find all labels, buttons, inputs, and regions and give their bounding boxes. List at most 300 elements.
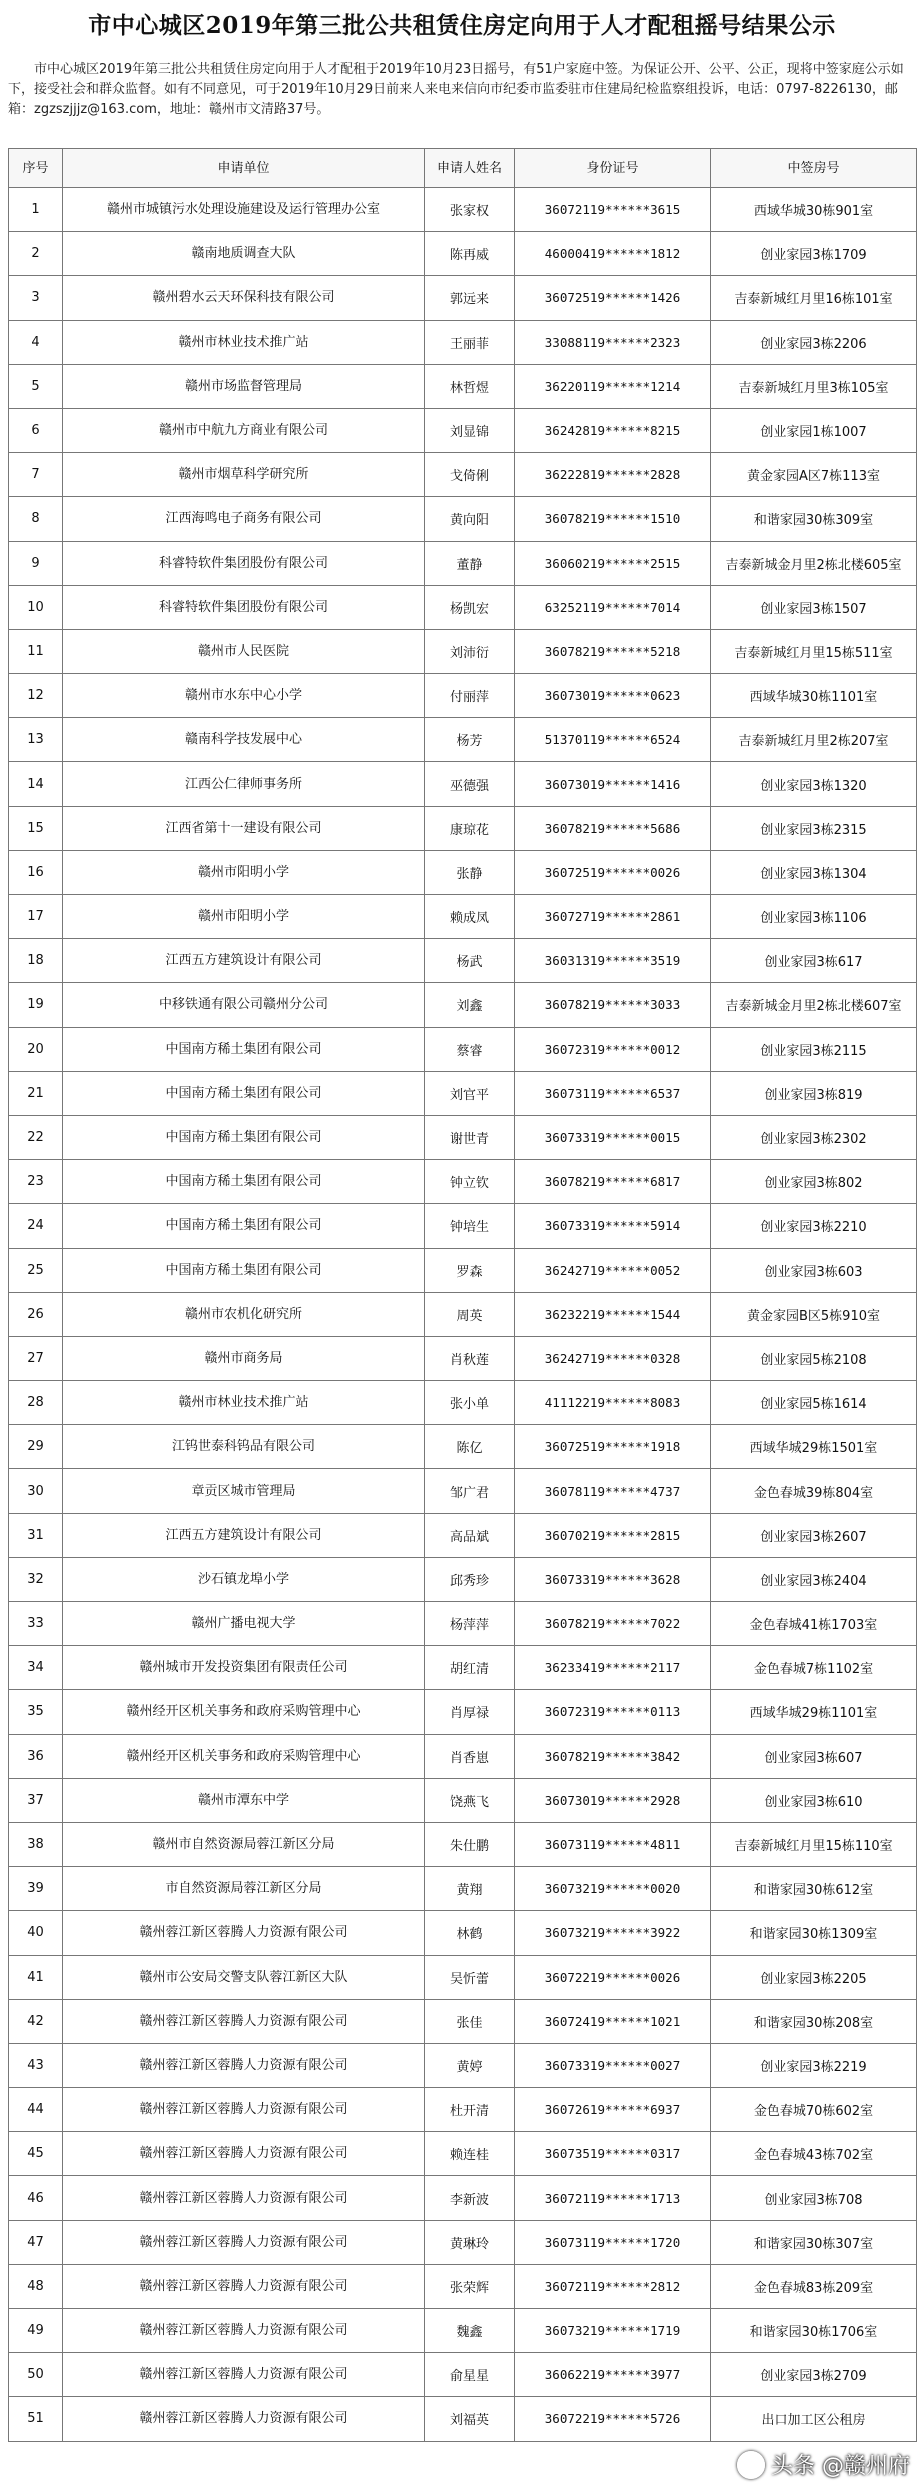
cell-applicant: 张荣辉 — [425, 2264, 515, 2308]
cell-seq: 7 — [9, 453, 63, 497]
cell-applicant: 杨萍萍 — [425, 1602, 515, 1646]
cell-applicant: 高品斌 — [425, 1513, 515, 1557]
cell-seq: 47 — [9, 2220, 63, 2264]
cell-unit: 江西公仁律师事务所 — [63, 762, 425, 806]
table-row — [9, 806, 917, 850]
cell-id-number: 36072219******5726 — [515, 2397, 711, 2441]
cell-room: 和谐家园30栋307室 — [711, 2220, 917, 2264]
table-row — [9, 1911, 917, 1955]
cell-seq: 48 — [9, 2264, 63, 2308]
table-row — [9, 1602, 917, 1646]
cell-seq: 26 — [9, 1292, 63, 1336]
cell-applicant: 邹广君 — [425, 1469, 515, 1513]
cell-seq: 35 — [9, 1690, 63, 1734]
header-room: 中签房号 — [711, 149, 917, 188]
cell-room: 创业家园3栋1304 — [711, 850, 917, 894]
cell-room: 吉泰新城红月里15栋110室 — [711, 1822, 917, 1866]
cell-id-number: 63252119******7014 — [515, 585, 711, 629]
cell-room: 创业家园3栋2205 — [711, 1955, 917, 1999]
table-row — [9, 1425, 917, 1469]
cell-id-number: 36232219******1544 — [515, 1292, 711, 1336]
cell-seq: 30 — [9, 1469, 63, 1513]
table-row — [9, 1513, 917, 1557]
cell-room: 金色春城7栋1102室 — [711, 1646, 917, 1690]
cell-seq: 15 — [9, 806, 63, 850]
cell-room: 和谐家园30栋208室 — [711, 1999, 917, 2043]
table-row — [9, 762, 917, 806]
cell-unit: 赣州蓉江新区蓉腾人力资源有限公司 — [63, 2309, 425, 2353]
cell-seq: 38 — [9, 1822, 63, 1866]
cell-unit: 江西省第十一建设有限公司 — [63, 806, 425, 850]
cell-room: 吉泰新城金月里2栋北楼605室 — [711, 541, 917, 585]
cell-unit: 赣州经开区机关事务和政府采购管理中心 — [63, 1734, 425, 1778]
cell-unit: 赣南地质调查大队 — [63, 232, 425, 276]
cell-unit: 赣州市自然资源局蓉江新区分局 — [63, 1822, 425, 1866]
cell-id-number: 51370119******6524 — [515, 718, 711, 762]
cell-applicant: 胡红清 — [425, 1646, 515, 1690]
table-row — [9, 2220, 917, 2264]
table-row — [9, 1027, 917, 1071]
cell-unit: 中国南方稀土集团有限公司 — [63, 1248, 425, 1292]
cell-applicant: 黄翔 — [425, 1867, 515, 1911]
table-row — [9, 497, 917, 541]
cell-room: 西域华城29栋1501室 — [711, 1425, 917, 1469]
cell-id-number: 33088119******2323 — [515, 320, 711, 364]
cell-id-number: 36072119******2812 — [515, 2264, 711, 2308]
table-row — [9, 1557, 917, 1601]
cell-seq: 6 — [9, 408, 63, 452]
cell-room: 金色春城39栋804室 — [711, 1469, 917, 1513]
table-row — [9, 541, 917, 585]
cell-unit: 赣州市商务局 — [63, 1336, 425, 1380]
cell-seq: 45 — [9, 2132, 63, 2176]
cell-id-number: 36072719******2861 — [515, 895, 711, 939]
cell-room: 创业家园5栋2108 — [711, 1336, 917, 1380]
table-row — [9, 850, 917, 894]
cell-unit: 江西五方建筑设计有限公司 — [63, 1513, 425, 1557]
cell-id-number: 36078219******3842 — [515, 1734, 711, 1778]
table-row — [9, 1248, 917, 1292]
cell-unit: 赣州蓉江新区蓉腾人力资源有限公司 — [63, 2220, 425, 2264]
cell-applicant: 刘鑫 — [425, 983, 515, 1027]
cell-seq: 51 — [9, 2397, 63, 2441]
header-id-number: 身份证号 — [515, 149, 711, 188]
cell-seq: 42 — [9, 1999, 63, 2043]
cell-seq: 16 — [9, 850, 63, 894]
table-body — [9, 188, 917, 2442]
cell-seq: 13 — [9, 718, 63, 762]
cell-unit: 赣州广播电视大学 — [63, 1602, 425, 1646]
cell-room: 金色春城70栋602室 — [711, 2088, 917, 2132]
cell-applicant: 郭远来 — [425, 276, 515, 320]
table-row — [9, 1381, 917, 1425]
table-row — [9, 2309, 917, 2353]
cell-seq: 33 — [9, 1602, 63, 1646]
cell-room: 创业家园3栋2210 — [711, 1204, 917, 1248]
cell-applicant: 周英 — [425, 1292, 515, 1336]
cell-applicant: 张小单 — [425, 1381, 515, 1425]
cell-room: 创业家园3栋2709 — [711, 2353, 917, 2397]
cell-id-number: 36073319******0015 — [515, 1115, 711, 1159]
cell-id-number: 36073319******3628 — [515, 1557, 711, 1601]
cell-applicant: 陈再威 — [425, 232, 515, 276]
cell-seq: 40 — [9, 1911, 63, 1955]
cell-applicant: 谢世青 — [425, 1115, 515, 1159]
cell-room: 出口加工区公租房 — [711, 2397, 917, 2441]
cell-room: 金色春城83栋209室 — [711, 2264, 917, 2308]
cell-id-number: 36073219******0020 — [515, 1867, 711, 1911]
cell-room: 西域华城30栋901室 — [711, 188, 917, 232]
cell-seq: 8 — [9, 497, 63, 541]
cell-room: 黄金家园A区7栋113室 — [711, 453, 917, 497]
cell-room: 创业家园3栋2302 — [711, 1115, 917, 1159]
cell-seq: 32 — [9, 1557, 63, 1601]
cell-unit: 赣州蓉江新区蓉腾人力资源有限公司 — [63, 2353, 425, 2397]
cell-applicant: 董静 — [425, 541, 515, 585]
cell-room: 创业家园3栋1320 — [711, 762, 917, 806]
cell-id-number: 36072319******0012 — [515, 1027, 711, 1071]
cell-seq: 5 — [9, 364, 63, 408]
table-row — [9, 1336, 917, 1380]
cell-room: 创业家园3栋610 — [711, 1778, 917, 1822]
cell-unit: 中国南方稀土集团有限公司 — [63, 1160, 425, 1204]
cell-id-number: 36031319******3519 — [515, 939, 711, 983]
cell-seq: 31 — [9, 1513, 63, 1557]
cell-seq: 10 — [9, 585, 63, 629]
cell-id-number: 36072319******0113 — [515, 1690, 711, 1734]
cell-seq: 11 — [9, 629, 63, 673]
cell-unit: 赣州蓉江新区蓉腾人力资源有限公司 — [63, 2132, 425, 2176]
cell-room: 创业家园3栋2115 — [711, 1027, 917, 1071]
cell-room: 创业家园5栋1614 — [711, 1381, 917, 1425]
watermark — [737, 2449, 910, 2480]
cell-room: 创业家园3栋603 — [711, 1248, 917, 1292]
cell-seq: 46 — [9, 2176, 63, 2220]
cell-room: 创业家园3栋2607 — [711, 1513, 917, 1557]
results-table — [8, 148, 917, 2442]
table-row — [9, 2176, 917, 2220]
table-row — [9, 983, 917, 1027]
cell-room: 黄金家园B区5栋910室 — [711, 1292, 917, 1336]
cell-applicant: 王丽菲 — [425, 320, 515, 364]
cell-unit: 赣州蓉江新区蓉腾人力资源有限公司 — [63, 2088, 425, 2132]
cell-room: 创业家园3栋802 — [711, 1160, 917, 1204]
cell-id-number: 36072119******1713 — [515, 2176, 711, 2220]
cell-unit: 中国南方稀土集团有限公司 — [63, 1027, 425, 1071]
table-row — [9, 1646, 917, 1690]
cell-id-number: 36073019******0623 — [515, 674, 711, 718]
cell-seq: 4 — [9, 320, 63, 364]
cell-seq: 25 — [9, 1248, 63, 1292]
cell-unit: 赣州市城镇污水处理设施建设及运行管理办公室 — [63, 188, 425, 232]
cell-room: 创业家园3栋1507 — [711, 585, 917, 629]
cell-applicant: 钟立钦 — [425, 1160, 515, 1204]
cell-unit: 科睿特软件集团股份有限公司 — [63, 585, 425, 629]
table-row — [9, 1071, 917, 1115]
cell-unit: 赣州市阳明小学 — [63, 850, 425, 894]
cell-seq: 3 — [9, 276, 63, 320]
cell-applicant: 陈亿 — [425, 1425, 515, 1469]
cell-room: 和谐家园30栋612室 — [711, 1867, 917, 1911]
cell-id-number: 36073019******2928 — [515, 1778, 711, 1822]
cell-id-number: 36078219******5686 — [515, 806, 711, 850]
cell-room: 西域华城29栋1101室 — [711, 1690, 917, 1734]
cell-room: 创业家园3栋2206 — [711, 320, 917, 364]
table-row — [9, 2353, 917, 2397]
cell-applicant: 李新波 — [425, 2176, 515, 2220]
table-row — [9, 453, 917, 497]
cell-id-number: 36078219******7022 — [515, 1602, 711, 1646]
cell-id-number: 36072119******3615 — [515, 188, 711, 232]
cell-seq: 41 — [9, 1955, 63, 1999]
cell-room: 和谐家园30栋1309室 — [711, 1911, 917, 1955]
cell-room: 吉泰新城金月里2栋北楼607室 — [711, 983, 917, 1027]
cell-room: 和谐家园30栋309室 — [711, 497, 917, 541]
cell-unit: 赣州经开区机关事务和政府采购管理中心 — [63, 1690, 425, 1734]
table-row — [9, 2088, 917, 2132]
cell-applicant: 刘显锦 — [425, 408, 515, 452]
header-applicant: 申请人姓名 — [425, 149, 515, 188]
cell-unit: 赣州碧水云天环保科技有限公司 — [63, 276, 425, 320]
cell-id-number: 36072519******1918 — [515, 1425, 711, 1469]
cell-applicant: 杨凯宏 — [425, 585, 515, 629]
cell-applicant: 杜开清 — [425, 2088, 515, 2132]
table-row — [9, 2043, 917, 2087]
cell-seq: 12 — [9, 674, 63, 718]
cell-unit: 中国南方稀土集团有限公司 — [63, 1071, 425, 1115]
cell-applicant: 肖厚禄 — [425, 1690, 515, 1734]
table-row — [9, 939, 917, 983]
cell-id-number: 36242719******0328 — [515, 1336, 711, 1380]
cell-id-number: 36233419******2117 — [515, 1646, 711, 1690]
cell-applicant: 康琼花 — [425, 806, 515, 850]
cell-applicant: 吴忻蕾 — [425, 1955, 515, 1999]
cell-applicant: 俞星星 — [425, 2353, 515, 2397]
table-row — [9, 1292, 917, 1336]
table-row — [9, 1160, 917, 1204]
cell-room: 创业家园3栋1709 — [711, 232, 917, 276]
cell-applicant: 黄向阳 — [425, 497, 515, 541]
cell-id-number: 36072419******1021 — [515, 1999, 711, 2043]
cell-seq: 18 — [9, 939, 63, 983]
cell-unit: 赣州蓉江新区蓉腾人力资源有限公司 — [63, 1911, 425, 1955]
cell-room: 创业家园1栋1007 — [711, 408, 917, 452]
cell-id-number: 36073119******6537 — [515, 1071, 711, 1115]
cell-seq: 17 — [9, 895, 63, 939]
cell-seq: 23 — [9, 1160, 63, 1204]
cell-unit: 江西海鸣电子商务有限公司 — [63, 497, 425, 541]
cell-applicant: 林鹤 — [425, 1911, 515, 1955]
cell-room: 创业家园3栋1106 — [711, 895, 917, 939]
cell-applicant: 杨芳 — [425, 718, 515, 762]
page-title: 市中心城区2019年第三批公共租赁住房定向用于人才配租摇号结果公示 — [88, 12, 836, 39]
cell-unit: 江西五方建筑设计有限公司 — [63, 939, 425, 983]
table-row — [9, 408, 917, 452]
table-row — [9, 1955, 917, 1999]
table-row — [9, 188, 917, 232]
cell-seq: 44 — [9, 2088, 63, 2132]
cell-applicant: 张佳 — [425, 1999, 515, 2043]
table-row — [9, 2132, 917, 2176]
cell-room: 吉泰新城红月里15栋511室 — [711, 629, 917, 673]
cell-seq: 22 — [9, 1115, 63, 1159]
cell-room: 吉泰新城红月里2栋207室 — [711, 718, 917, 762]
cell-seq: 1 — [9, 188, 63, 232]
cell-seq: 21 — [9, 1071, 63, 1115]
cell-id-number: 36072519******0026 — [515, 850, 711, 894]
cell-id-number: 36220119******1214 — [515, 364, 711, 408]
cell-seq: 49 — [9, 2309, 63, 2353]
cell-seq: 27 — [9, 1336, 63, 1380]
cell-id-number: 36073019******1416 — [515, 762, 711, 806]
cell-unit: 市自然资源局蓉江新区分局 — [63, 1867, 425, 1911]
cell-id-number: 36073119******4811 — [515, 1822, 711, 1866]
cell-seq: 50 — [9, 2353, 63, 2397]
cell-seq: 39 — [9, 1867, 63, 1911]
cell-unit: 赣州市林业技术推广站 — [63, 1381, 425, 1425]
cell-unit: 中国南方稀土集团有限公司 — [63, 1204, 425, 1248]
cell-id-number: 36070219******2815 — [515, 1513, 711, 1557]
cell-applicant: 钟培生 — [425, 1204, 515, 1248]
cell-id-number: 36060219******2515 — [515, 541, 711, 585]
table-row — [9, 1204, 917, 1248]
cell-room: 创业家园3栋2315 — [711, 806, 917, 850]
table-row — [9, 2264, 917, 2308]
cell-id-number: 36078219******3033 — [515, 983, 711, 1027]
cell-room: 创业家园3栋708 — [711, 2176, 917, 2220]
table-row — [9, 2397, 917, 2441]
cell-unit: 赣州蓉江新区蓉腾人力资源有限公司 — [63, 1999, 425, 2043]
table-row — [9, 232, 917, 276]
cell-applicant: 戈倚俐 — [425, 453, 515, 497]
cell-seq: 36 — [9, 1734, 63, 1778]
cell-unit: 赣州市潭东中学 — [63, 1778, 425, 1822]
cell-id-number: 36078219******5218 — [515, 629, 711, 673]
cell-id-number: 36078219******1510 — [515, 497, 711, 541]
table-row — [9, 1469, 917, 1513]
cell-unit: 赣州市林业技术推广站 — [63, 320, 425, 364]
table-row — [9, 320, 917, 364]
cell-seq: 28 — [9, 1381, 63, 1425]
table-row — [9, 1734, 917, 1778]
cell-unit: 赣州市场监督管理局 — [63, 364, 425, 408]
cell-unit: 赣州蓉江新区蓉腾人力资源有限公司 — [63, 2176, 425, 2220]
cell-unit: 赣州蓉江新区蓉腾人力资源有限公司 — [63, 2043, 425, 2087]
cell-unit: 赣州市水东中心小学 — [63, 674, 425, 718]
table-row — [9, 364, 917, 408]
cell-seq: 14 — [9, 762, 63, 806]
cell-unit: 中国南方稀土集团有限公司 — [63, 1115, 425, 1159]
cell-unit: 赣州市公安局交警支队蓉江新区大队 — [63, 1955, 425, 1999]
cell-id-number: 36073519******0317 — [515, 2132, 711, 2176]
cell-unit: 赣州市阳明小学 — [63, 895, 425, 939]
cell-unit: 赣州市农机化研究所 — [63, 1292, 425, 1336]
cell-applicant: 朱仕鹏 — [425, 1822, 515, 1866]
cell-applicant: 肖秋莲 — [425, 1336, 515, 1380]
cell-applicant: 罗森 — [425, 1248, 515, 1292]
cell-unit: 中移铁通有限公司赣州分公司 — [63, 983, 425, 1027]
cell-applicant: 张家权 — [425, 188, 515, 232]
cell-unit: 赣州蓉江新区蓉腾人力资源有限公司 — [63, 2264, 425, 2308]
table-row — [9, 276, 917, 320]
table-row — [9, 1115, 917, 1159]
cell-room: 西域华城30栋1101室 — [711, 674, 917, 718]
cell-id-number: 36073319******5914 — [515, 1204, 711, 1248]
cell-applicant: 刘沛衍 — [425, 629, 515, 673]
cell-applicant: 黄琳玲 — [425, 2220, 515, 2264]
cell-room: 吉泰新城红月里16栋101室 — [711, 276, 917, 320]
cell-applicant: 林哲煜 — [425, 364, 515, 408]
cell-unit: 赣州市人民医院 — [63, 629, 425, 673]
cell-applicant: 付丽萍 — [425, 674, 515, 718]
table-row — [9, 895, 917, 939]
table-row — [9, 1867, 917, 1911]
header-unit: 申请单位 — [63, 149, 425, 188]
cell-id-number: 36222819******2828 — [515, 453, 711, 497]
cell-applicant: 刘福英 — [425, 2397, 515, 2441]
notice-paragraph: 市中心城区2019年第三批公共租赁住房定向用于人才配租于2019年10月23日摇号，有51户家庭中签。为保证公开、公平、公正，现将中签家庭公示如下，接受社会和群众监督。如有不同意见，可于2019年10月29日前来人来电来信向市纪委市监委驻市住建局纪检监察组投诉，电话：0797-8226130，邮箱：zgzszjjjz@163.com，地址：赣州市文清路37号。 — [8, 62, 904, 117]
cell-unit: 赣南科学技发展中心 — [63, 718, 425, 762]
table-row — [9, 1690, 917, 1734]
watermark-logo-icon — [737, 2451, 765, 2479]
cell-seq: 29 — [9, 1425, 63, 1469]
table-row — [9, 674, 917, 718]
cell-id-number: 36073319******0027 — [515, 2043, 711, 2087]
cell-seq: 34 — [9, 1646, 63, 1690]
table-row — [9, 1822, 917, 1866]
cell-room: 吉泰新城红月里3栋105室 — [711, 364, 917, 408]
cell-seq: 43 — [9, 2043, 63, 2087]
header-seq: 序号 — [9, 149, 63, 188]
cell-id-number: 36078219******6817 — [515, 1160, 711, 1204]
cell-id-number: 36072519******1426 — [515, 276, 711, 320]
table-row — [9, 629, 917, 673]
cell-room: 创业家园3栋607 — [711, 1734, 917, 1778]
cell-id-number: 36078119******4737 — [515, 1469, 711, 1513]
cell-seq: 24 — [9, 1204, 63, 1248]
cell-applicant: 蔡睿 — [425, 1027, 515, 1071]
cell-id-number: 41112219******8083 — [515, 1381, 711, 1425]
cell-seq: 20 — [9, 1027, 63, 1071]
cell-applicant: 赖成凤 — [425, 895, 515, 939]
cell-unit: 赣州城市开发投资集团有限责任公司 — [63, 1646, 425, 1690]
cell-applicant: 肖香崽 — [425, 1734, 515, 1778]
cell-seq: 9 — [9, 541, 63, 585]
cell-seq: 2 — [9, 232, 63, 276]
cell-applicant: 饶燕飞 — [425, 1778, 515, 1822]
cell-room: 创业家园3栋2404 — [711, 1557, 917, 1601]
cell-room: 创业家园3栋617 — [711, 939, 917, 983]
cell-room: 和谐家园30栋1706室 — [711, 2309, 917, 2353]
cell-room: 创业家园3栋819 — [711, 1071, 917, 1115]
table-row — [9, 1999, 917, 2043]
cell-id-number: 36242819******8215 — [515, 408, 711, 452]
cell-applicant: 邱秀珍 — [425, 1557, 515, 1601]
cell-unit: 章贡区城市管理局 — [63, 1469, 425, 1513]
table-row — [9, 1778, 917, 1822]
cell-applicant: 张静 — [425, 850, 515, 894]
cell-id-number: 36072619******6937 — [515, 2088, 711, 2132]
cell-unit: 赣州蓉江新区蓉腾人力资源有限公司 — [63, 2397, 425, 2441]
cell-unit: 江钨世泰科钨品有限公司 — [63, 1425, 425, 1469]
table-header-row — [9, 149, 917, 188]
cell-seq: 19 — [9, 983, 63, 1027]
cell-applicant: 杨武 — [425, 939, 515, 983]
cell-room: 创业家园3栋2219 — [711, 2043, 917, 2087]
cell-unit: 赣州市中航九方商业有限公司 — [63, 408, 425, 452]
table-row — [9, 718, 917, 762]
cell-id-number: 36073219******1719 — [515, 2309, 711, 2353]
